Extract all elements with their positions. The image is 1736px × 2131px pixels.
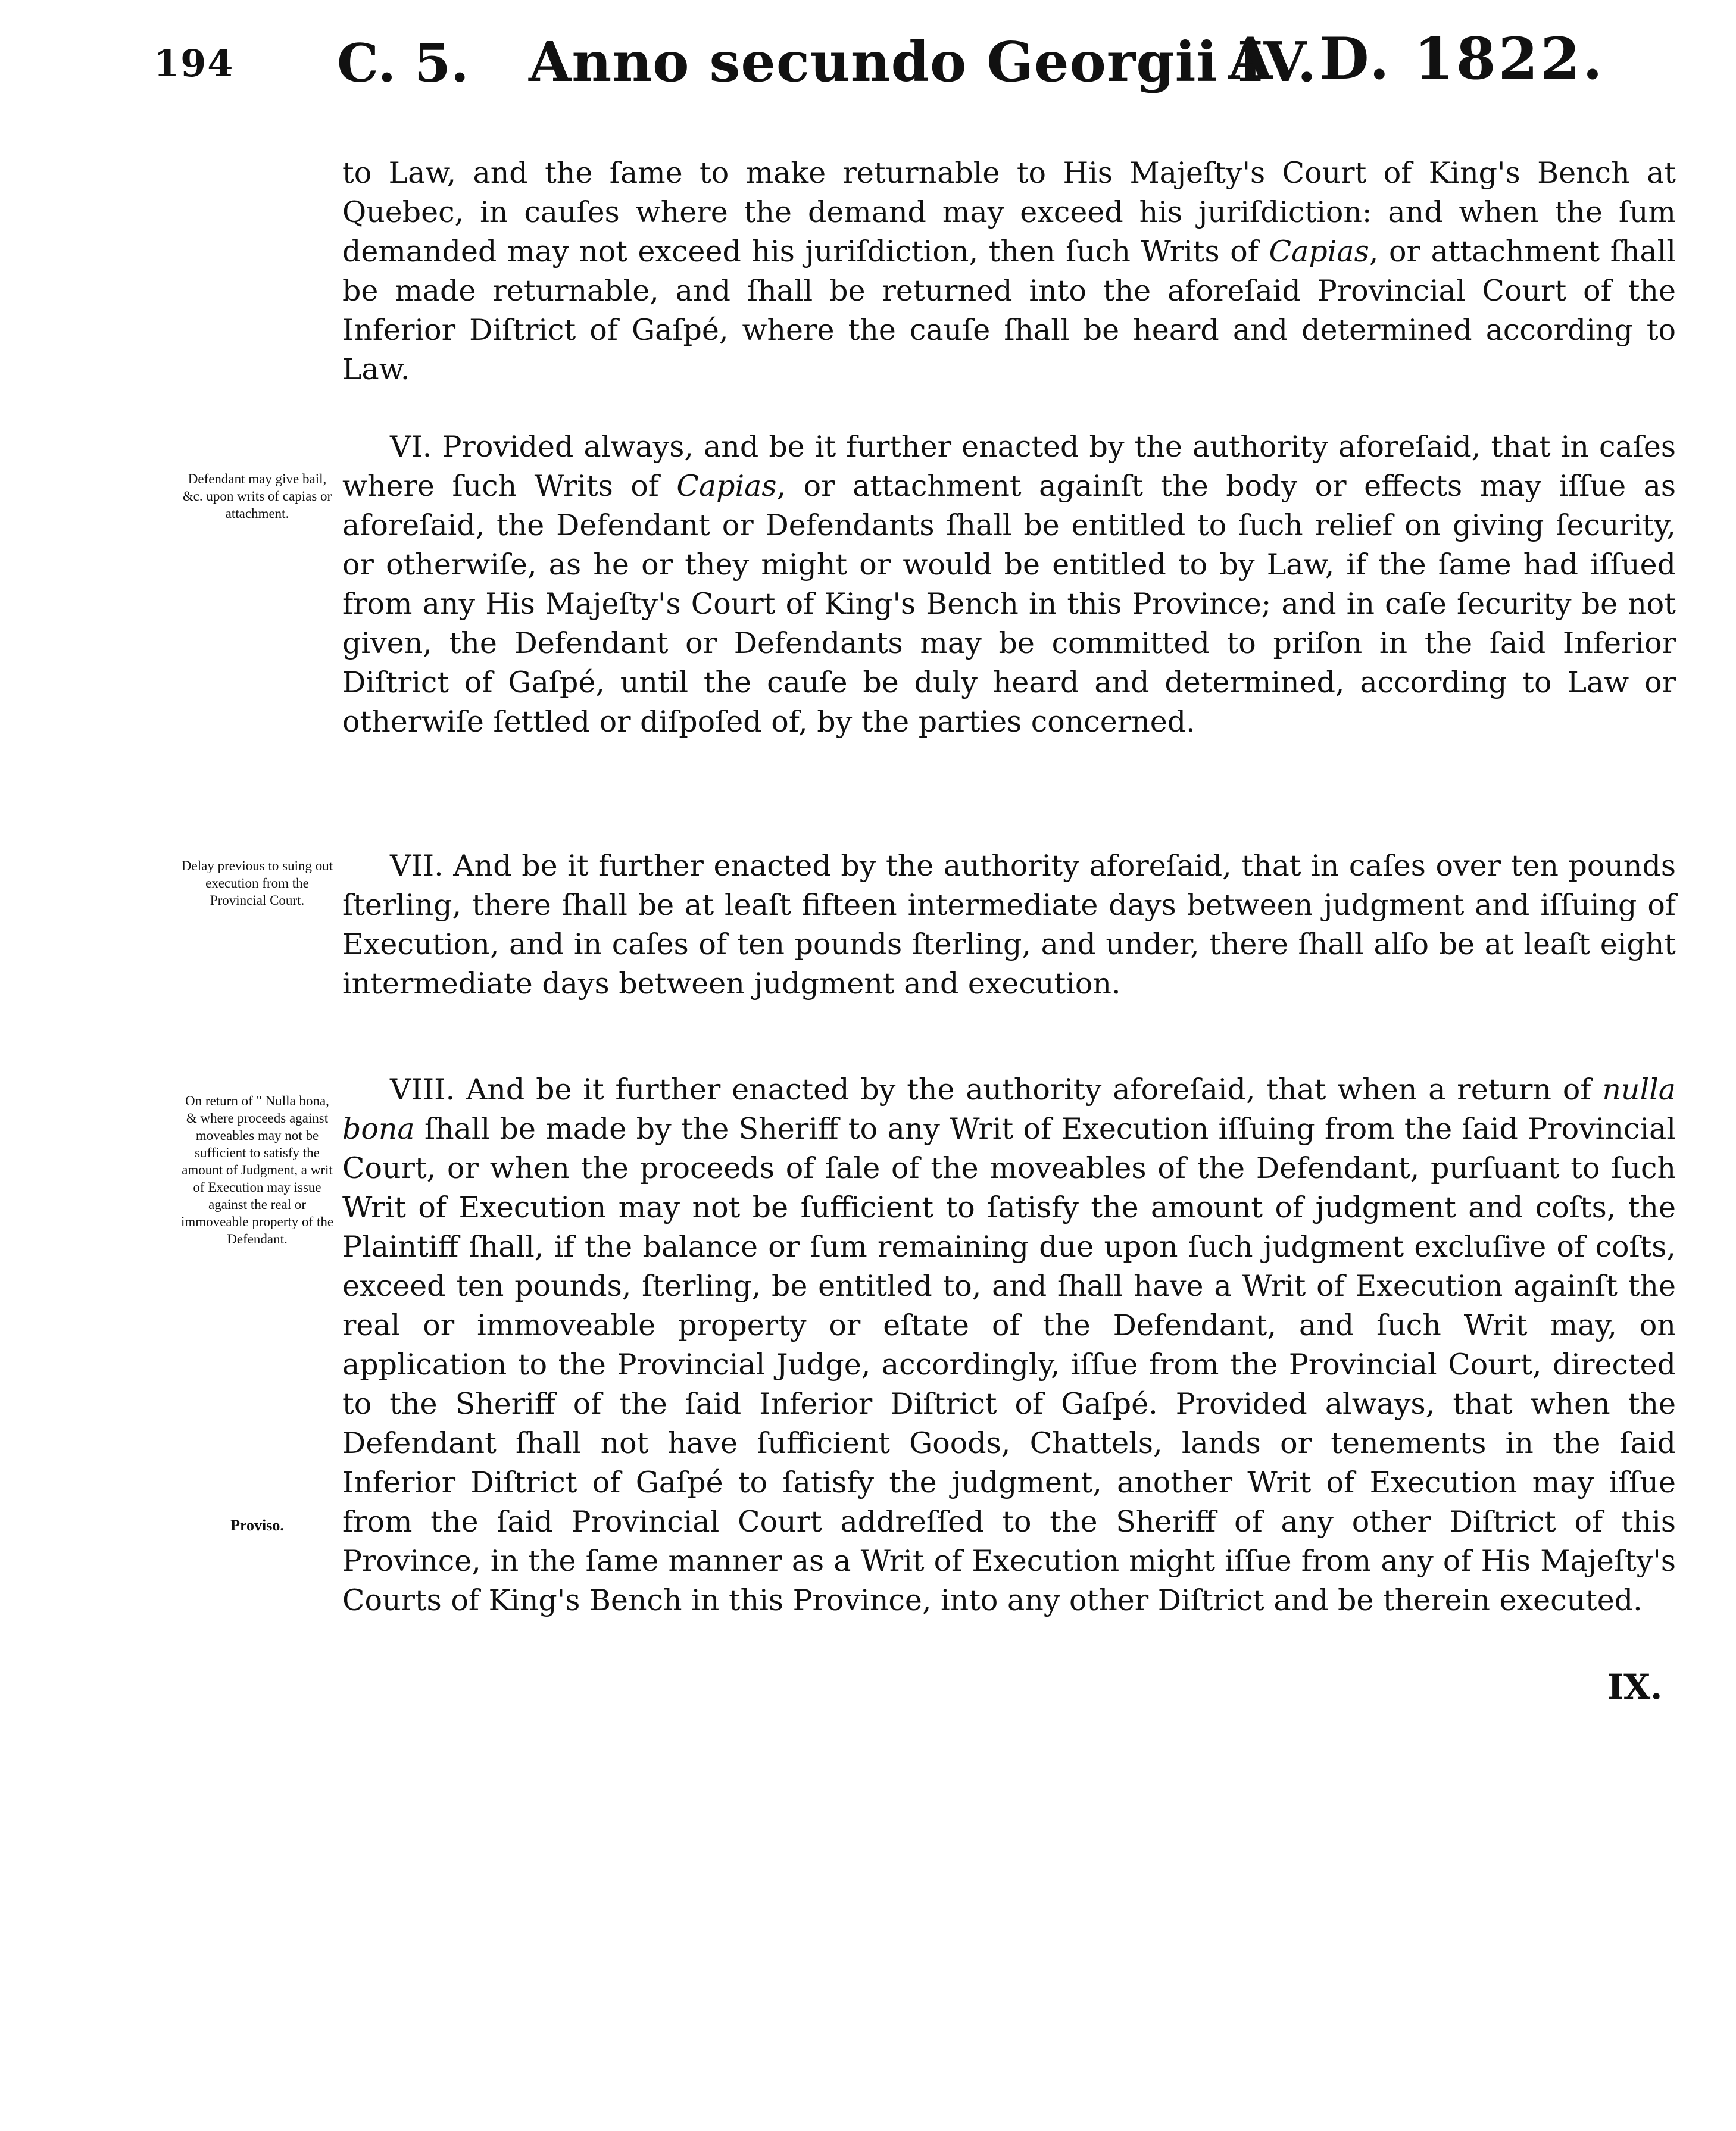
margin-note-section-8: On return of " Nulla bona, & where proceeds against moveables may not be sufficient to satisfy the amount of Judgment, a writ of Execution may issue against the real or immoveable property of the Defendant. (180, 1093, 334, 1246)
section-8-text: And be it further enacted by the authority aforeſaid, that when a return of nulla bona ſhall be made by the Sheriff to any Writ of Execution iſſuing from the ſaid Provincial Court, or when the proceeds of ſale of the moveables of the Defendant, purſuant to ſuch Writ of Execution may not be ſufficient to ſatisfy the amount of judgment and coſts, the Plaintiff ſhall, if the balance or ſum remaining due upon ſuch judgment excluſive of coſts, exceed ten pounds, ſterling, be entitled to, and ſhall have a Writ of Execution againſt the real or immoveable property or eſtate of the Defendant, and ſuch Writ may, on application to the Provincial Judge, accordingly, iſſue from the Provincial Court, directed to the Sheriff of the ſaid Inferior Diſtrict of Gaſpé. Provided always, that when the Defendant ſhall not have ſufficient Goods, Chattels, lands or tenements in the ſaid Inferior Diſtrict of Gaſpé to ſatisfy the judgment, another Writ of Execution may iſſue from the ſaid Provincial Court addreſſed to the Sheriff of any other Diſtrict of this Province, in the ſame manner as a Writ of Execution might iſſue from any of His Majeſty's Courts of King's Bench in this Province, into any other Diſtrict and be therein executed. (342, 1073, 1676, 1617)
running-title: Anno secundo Georgii IV. (529, 30, 1317, 94)
section-8 (342, 1070, 1676, 1620)
page-number: 194 (154, 42, 235, 85)
section-7-number: VII. (390, 849, 444, 883)
section-6 (342, 427, 1676, 742)
year-label: A. D. 1822. (1228, 25, 1605, 92)
section-8-number: VIII. (390, 1073, 455, 1107)
margin-note-section-7: Delay previous to suing out execution from the Provincial Court. (181, 858, 333, 908)
section-7 (342, 846, 1676, 1004)
page-header (142, 25, 1666, 108)
opening-paragraph: to Law, and the ſame to make returnable to His Majeſty's Court of King's Bench at Quebec, in cauſes where the demand may exceed his juriſdiction: and when the ſum demanded may not exceed his juriſdiction, then ſuch Writs of Capias, or attachment ſhall be made returnable, and ſhall be returned into the aforeſaid Provincial Court of the Inferior Diſtrict of Gaſpé, where the cauſe ſhall be heard and determined according to Law. (342, 156, 1676, 386)
section-6-text: Provided always, and be it further enacted by the authority aforeſaid, that in caſes where ſuch Writs of Capias, or attachment againſt the body or effects may iſſue as aforeſaid, the Defendant or Defendants ſhall be entitled to ſuch relief on giving ſecurity, or otherwiſe, as he or they might or would be entitled to by Law, if the ſame had iſſued from any His Majeſty's Court of King's Bench in this Province; and in caſe ſecurity be not given, the Defendant or Defendants may be committed to priſon in the ſaid Inferior Diſtrict of Gaſpé, until the cauſe be duly heard and determined, according to Law or otherwiſe ſettled or diſpoſed of, by the parties concerned. (342, 430, 1676, 739)
catchword: IX. (1607, 1667, 1663, 1707)
section-6-number: VI. (390, 430, 432, 464)
margin-note-section-6: Defendant may give bail, &c. upon writs of capias or attachment. (182, 471, 332, 521)
section-7-text: And be it further enacted by the authority aforeſaid, that in caſes over ten pounds ſterling, there ſhall be at leaſt fifteen intermediate days between judgment and iſſuing of Execution, and in caſes of ten pounds ſterling, and under, there ſhall alſo be at leaſt eight intermediate days between judgment and execution. (342, 849, 1676, 1001)
margin-note-proviso: Proviso. (230, 1517, 284, 1534)
chapter-number: C. 5. (337, 32, 469, 94)
